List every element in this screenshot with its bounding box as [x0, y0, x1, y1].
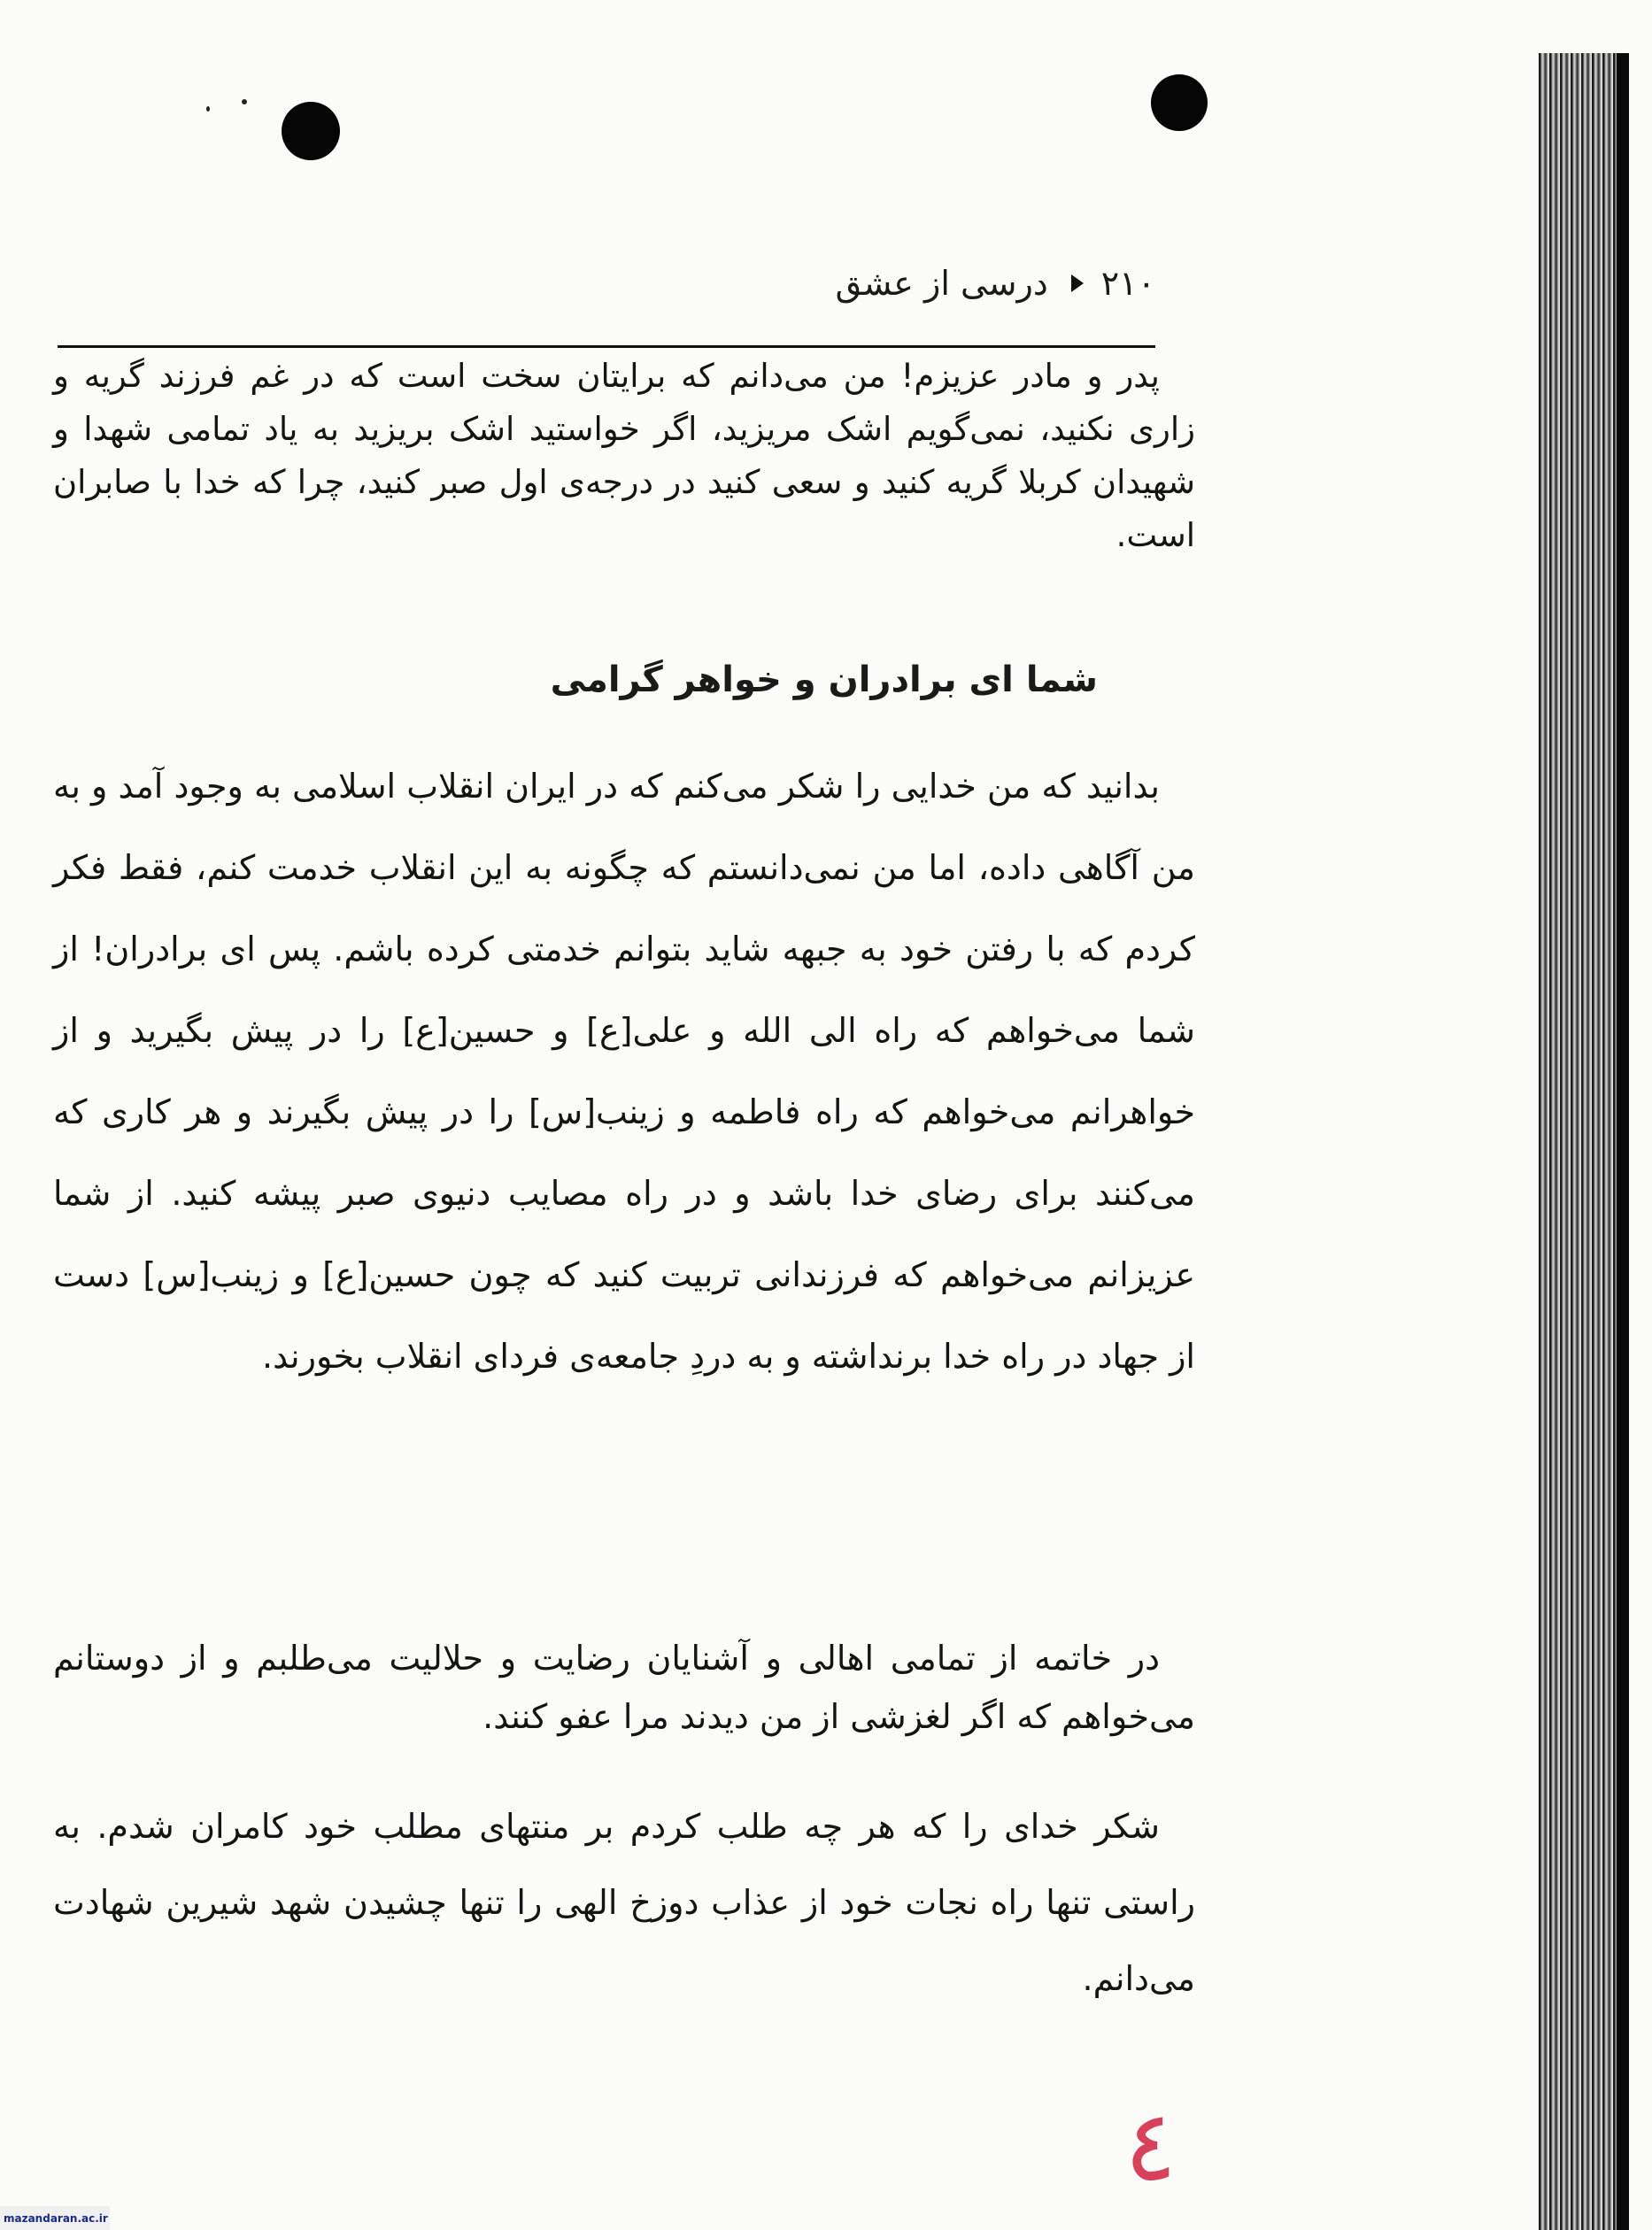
watermark-text: mazandaran.ac.ir — [4, 2211, 108, 2225]
paragraph-closing: در خاتمه از تمامی اهالی و آشنایان رضایت و حلالیت می‌طلبم و از دوستانم می‌خواهم که اگر لغزشی از من دیدند مرا عفو کنند. — [53, 1639, 1195, 1736]
paragraph-parents: پدر و مادر عزیزم! من می‌دانم که برایتان سخت است که در غم فرزند گریه و زاری نکنید، نمی‌گویم اشک مریزید، اگر خواستید اشک بریزید به یاد تمامی شهدا و شهیدان کربلا گریه کنید و سعی کنید در درجه‌ی اول صبر کنید، چرا که خدا با صابران است. — [53, 357, 1195, 554]
watermark-strip — [0, 2206, 110, 2230]
handwritten-page-mark: ٤ — [1124, 2089, 1177, 2203]
page-number: ۲۱۰ — [1100, 264, 1155, 303]
punch-hole-right — [1151, 74, 1208, 131]
section-heading: شما ای برادران و خواهر گرامی — [550, 660, 1098, 700]
book-spine-shadow — [1539, 53, 1627, 2230]
paragraph-gratitude: شکر خدای را که هر چه طلب کردم بر منتهای مطلب خود کامران شدم. به راستی تنها راه نجات خود از عذاب دوزخ الهی را تنها چشیدن شهد شیرین شهادت می‌دانم. — [53, 1807, 1195, 1998]
header-rule — [58, 345, 1155, 348]
paragraph-siblings: بدانید که من خدایی را شکر می‌کنم که در ایران انقلاب اسلامی به وجود آمد و به من آگاهی داده، اما من نمی‌دانستم که چگونه به این انقلاب خدمت کنم، فقط فکر کردم که با رفتن خود به جبهه شاید بتوانم خدمتی کرده باشم. پس ای برادران! از شما می‌خواهم که راه الی الله و علی[ع] و حسین[ع] را در پیش بگیرید و از خواهرانم می‌خواهم که راه فاطمه و زینب[س] را در پیش بگیرند و هر کاری که می‌کنند برای رضای خدا باشد و در راه مصایب دنیوی صبر پیشه کنید. از شما عزیزانم می‌خواهم که فرزندانی تربیت کنید که چون حسین[ع] و زینب[س] دست از جهاد در راه خدا برنداشته و به دردِ جامعه‌ی فردای انقلاب بخورند. — [53, 767, 1195, 1376]
dust-speck — [206, 106, 210, 112]
running-header — [823, 257, 1155, 310]
book-title: درسی از عشق — [835, 264, 1048, 303]
book-spine-edge — [1617, 53, 1629, 2230]
triangle-marker-icon — [1071, 274, 1084, 292]
punch-hole-left — [282, 102, 340, 160]
dust-speck — [242, 99, 247, 104]
